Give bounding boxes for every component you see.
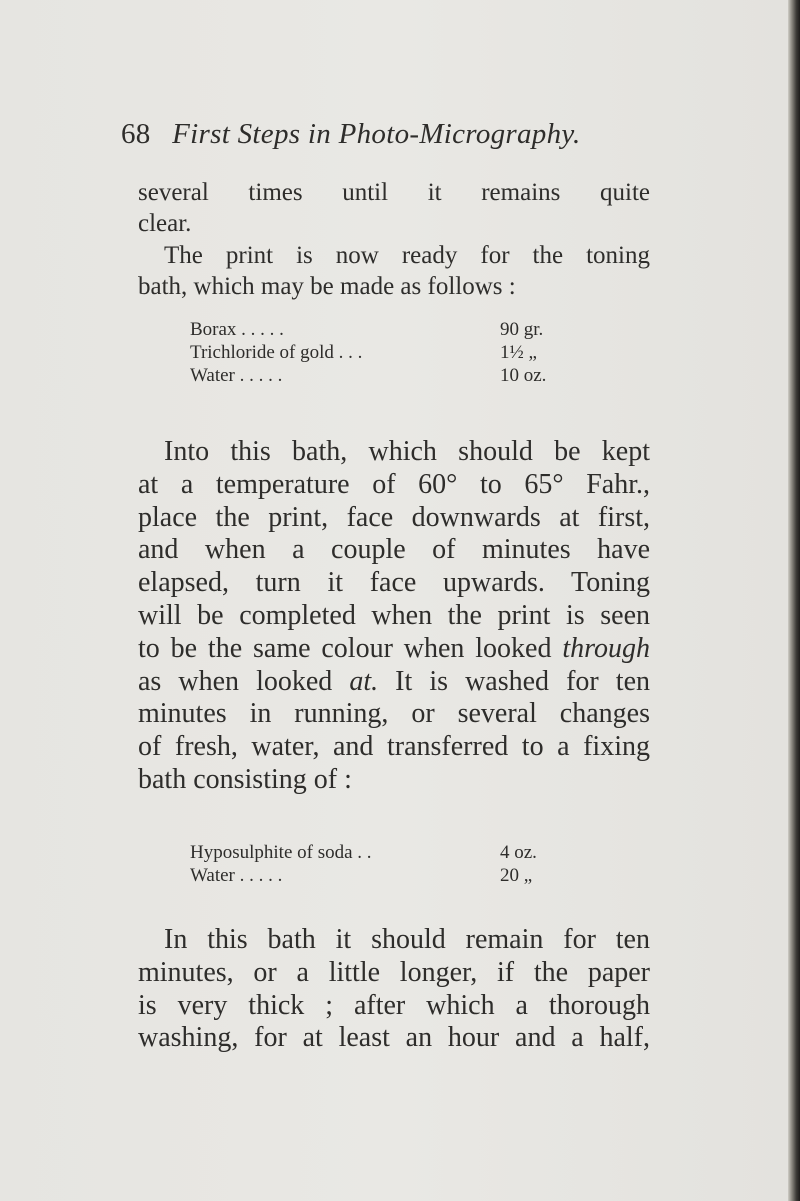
italic-word: through	[562, 632, 650, 664]
recipe-ingredient: Water . . . . .	[190, 365, 283, 386]
text-line: and when a couple of minutes have	[138, 534, 650, 566]
recipe-row	[190, 841, 610, 864]
paragraph-continuation	[138, 178, 650, 239]
text-line: is very thick ; after which a thorough	[138, 989, 650, 1021]
fixing-bath-recipe	[190, 841, 610, 887]
text-line: clear.	[138, 209, 192, 237]
paragraph-toning-intro	[138, 241, 650, 302]
paragraph-fixing-instructions	[138, 924, 650, 1055]
recipe-row	[190, 864, 610, 887]
text-line: several times until it remains quite	[138, 179, 650, 206]
recipe-row	[190, 364, 610, 387]
recipe-quantity: 20 „	[500, 865, 533, 886]
recipe-ingredient: Borax . . . . .	[190, 319, 284, 340]
text-line: minutes, or a little longer, if the paper	[138, 956, 650, 988]
text-line: at a temperature of 60° to 65° Fahr.,	[138, 468, 650, 500]
text-line: of fresh, water, and transferred to a fixing	[138, 731, 650, 763]
recipe-quantity: 90 gr.	[500, 319, 544, 340]
text-segment: It is washed for ten	[378, 665, 650, 697]
page-number: 68	[121, 118, 151, 150]
text-line	[138, 633, 650, 666]
text-line: elapsed, turn it face upwards. Toning	[138, 567, 650, 599]
toning-bath-recipe	[190, 318, 610, 387]
text-line: washing, for at least an hour and a half,	[138, 1022, 650, 1054]
paragraph-toning-instructions	[138, 436, 650, 797]
recipe-ingredient: Trichloride of gold . . .	[190, 342, 363, 363]
text-line: Into this bath, which should be kept	[164, 436, 650, 467]
text-line: minutes in running, or several changes	[138, 698, 650, 730]
text-segment: as when looked	[138, 665, 350, 697]
book-title: First Steps in Photo-Micrography.	[172, 118, 581, 150]
text-line: bath, which may be made as follows :	[138, 272, 516, 300]
recipe-ingredient: Hyposulphite of soda . .	[190, 842, 372, 863]
book-spine-edge	[788, 0, 800, 1201]
text-line: The print is now ready for the toning	[164, 242, 650, 269]
text-segment: to be the same colour when looked	[138, 632, 563, 664]
recipe-quantity: 10 oz.	[500, 365, 547, 386]
recipe-quantity: 1½ „	[500, 342, 537, 363]
text-line: will be completed when the print is seen	[138, 599, 650, 631]
running-head	[121, 118, 581, 151]
italic-word: at.	[349, 665, 379, 697]
recipe-ingredient: Water . . . . .	[190, 865, 283, 886]
text-line: place the print, face downwards at first,	[138, 501, 650, 533]
text-line: bath consisting of :	[138, 763, 352, 795]
text-line: In this bath it should remain for ten	[164, 924, 650, 955]
recipe-row	[190, 341, 610, 364]
text-line	[138, 666, 650, 699]
recipe-row	[190, 318, 610, 341]
recipe-quantity: 4 oz.	[500, 842, 537, 863]
